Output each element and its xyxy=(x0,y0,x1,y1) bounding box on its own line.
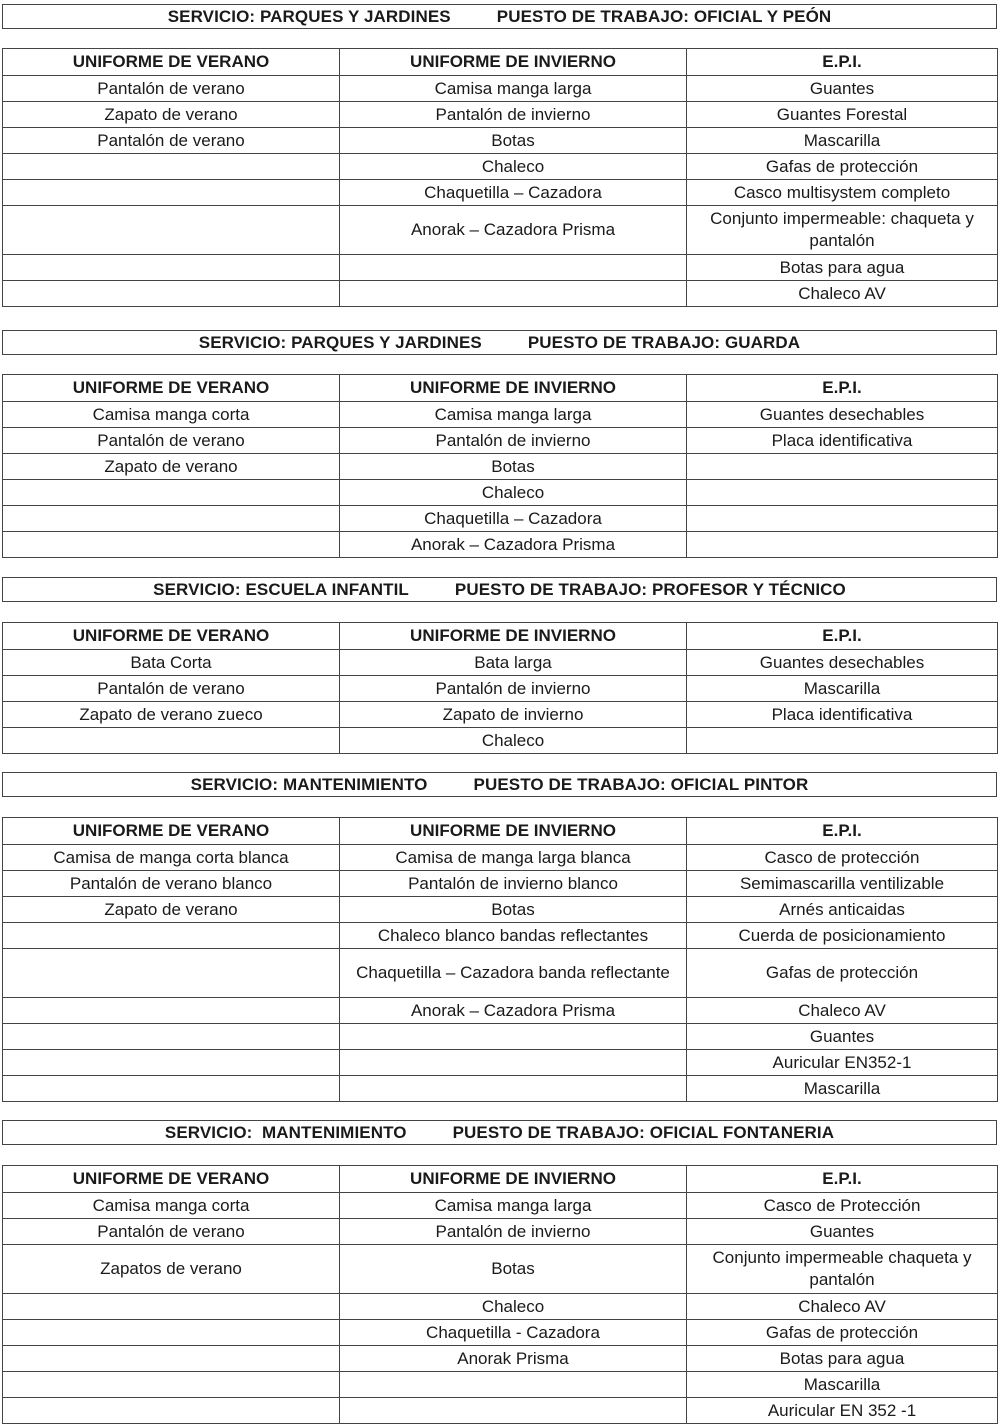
summer-cell xyxy=(3,949,340,998)
winter-cell: Botas xyxy=(340,128,687,154)
epi-cell: Casco multisystem completo xyxy=(687,180,998,206)
summer-cell xyxy=(3,1024,340,1050)
epi-cell xyxy=(687,532,998,558)
summer-cell: Zapato de verano xyxy=(3,897,340,923)
header-row xyxy=(3,818,998,845)
summer-cell xyxy=(3,1398,340,1424)
col-summer-header: UNIFORME DE VERANO xyxy=(3,49,340,76)
winter-cell xyxy=(340,1024,687,1050)
uniform-table xyxy=(2,374,998,558)
winter-cell: Chaleco xyxy=(340,480,687,506)
summer-cell: Zapato de verano xyxy=(3,454,340,480)
section-mantenimiento-fontaneria xyxy=(2,1120,997,1420)
table-row xyxy=(3,206,998,255)
epi-cell xyxy=(687,506,998,532)
winter-cell: Chaleco xyxy=(340,1294,687,1320)
summer-cell xyxy=(3,1076,340,1102)
winter-cell: Camisa manga larga xyxy=(340,1193,687,1219)
winter-cell: Pantalón de invierno blanco xyxy=(340,871,687,897)
summer-cell xyxy=(3,1050,340,1076)
uniform-table xyxy=(2,1165,998,1424)
post-name: PUESTO DE TRABAJO: PROFESOR Y TÉCNICO xyxy=(454,579,846,599)
col-summer-header: UNIFORME DE VERANO xyxy=(3,623,340,650)
summer-cell xyxy=(3,1294,340,1320)
winter-cell: Anorak Prisma xyxy=(340,1346,687,1372)
summer-cell xyxy=(3,180,340,206)
table-row xyxy=(3,255,998,281)
summer-cell xyxy=(3,206,340,255)
service-name: SERVICIO: PARQUES Y JARDINES xyxy=(167,6,451,26)
summer-cell: Pantalón de verano xyxy=(3,76,340,102)
epi-cell: Guantes xyxy=(687,1024,998,1050)
epi-cell: Chaleco AV xyxy=(687,281,998,307)
table-row xyxy=(3,1320,998,1346)
winter-cell: Botas xyxy=(340,897,687,923)
header-row xyxy=(3,1166,998,1193)
summer-cell: Zapato de verano zueco xyxy=(3,702,340,728)
service-header xyxy=(2,4,997,29)
table-row xyxy=(3,480,998,506)
summer-cell: Pantalón de verano xyxy=(3,128,340,154)
epi-cell xyxy=(687,728,998,754)
epi-cell: Gafas de protección xyxy=(687,1320,998,1346)
winter-cell: Camisa manga larga xyxy=(340,76,687,102)
winter-cell: Pantalón de invierno xyxy=(340,676,687,702)
winter-cell: Bata larga xyxy=(340,650,687,676)
epi-cell: Guantes xyxy=(687,76,998,102)
section-escuela-infantil xyxy=(2,577,997,750)
summer-cell xyxy=(3,532,340,558)
post-name: PUESTO DE TRABAJO: OFICIAL PINTOR xyxy=(473,774,809,794)
table-row xyxy=(3,428,998,454)
winter-cell: Zapato de invierno xyxy=(340,702,687,728)
header-row xyxy=(3,623,998,650)
epi-cell: Conjunto impermeable chaqueta y pantalón xyxy=(687,1245,998,1294)
summer-cell: Pantalón de verano blanco xyxy=(3,871,340,897)
section-mantenimiento-pintor xyxy=(2,772,997,1098)
epi-cell xyxy=(687,480,998,506)
section-parques-guarda xyxy=(2,330,997,554)
col-epi-header: E.P.I. xyxy=(687,375,998,402)
summer-cell: Zapatos de verano xyxy=(3,1245,340,1294)
summer-cell: Zapato de verano xyxy=(3,102,340,128)
winter-cell: Pantalón de invierno xyxy=(340,428,687,454)
uniform-table xyxy=(2,48,998,307)
winter-cell: Chaquetilla – Cazadora xyxy=(340,506,687,532)
table-row xyxy=(3,76,998,102)
epi-cell: Semimascarilla ventilizable xyxy=(687,871,998,897)
epi-cell: Casco de protección xyxy=(687,845,998,871)
col-winter-header: UNIFORME DE INVIERNO xyxy=(340,818,687,845)
table-row xyxy=(3,1294,998,1320)
winter-cell: Chaquetilla – Cazadora banda reflectante xyxy=(340,949,687,998)
winter-cell xyxy=(340,281,687,307)
winter-cell xyxy=(340,1372,687,1398)
summer-cell: Camisa manga corta xyxy=(3,402,340,428)
table-row xyxy=(3,949,998,998)
summer-cell xyxy=(3,506,340,532)
table-row xyxy=(3,1076,998,1102)
table-row xyxy=(3,871,998,897)
table-row xyxy=(3,1219,998,1245)
col-summer-header: UNIFORME DE VERANO xyxy=(3,818,340,845)
table-row xyxy=(3,1398,998,1424)
summer-cell xyxy=(3,1320,340,1346)
summer-cell: Pantalón de verano xyxy=(3,676,340,702)
winter-cell: Anorak – Cazadora Prisma xyxy=(340,206,687,255)
winter-cell: Botas xyxy=(340,1245,687,1294)
epi-cell: Mascarilla xyxy=(687,128,998,154)
table-row xyxy=(3,281,998,307)
epi-cell: Gafas de protección xyxy=(687,949,998,998)
table-row xyxy=(3,998,998,1024)
winter-cell: Pantalón de invierno xyxy=(340,102,687,128)
summer-cell xyxy=(3,255,340,281)
winter-cell xyxy=(340,1050,687,1076)
winter-cell xyxy=(340,255,687,281)
epi-cell: Cuerda de posicionamiento xyxy=(687,923,998,949)
epi-cell: Casco de Protección xyxy=(687,1193,998,1219)
service-name: SERVICIO: PARQUES Y JARDINES xyxy=(198,332,482,352)
summer-cell xyxy=(3,998,340,1024)
col-summer-header: UNIFORME DE VERANO xyxy=(3,1166,340,1193)
winter-cell: Chaquetilla – Cazadora xyxy=(340,180,687,206)
post-name: PUESTO DE TRABAJO: OFICIAL Y PEÓN xyxy=(496,6,832,26)
service-name: SERVICIO: MANTENIMIENTO xyxy=(190,774,428,794)
epi-cell xyxy=(687,454,998,480)
col-winter-header: UNIFORME DE INVIERNO xyxy=(340,623,687,650)
col-winter-header: UNIFORME DE INVIERNO xyxy=(340,1166,687,1193)
epi-cell: Chaleco AV xyxy=(687,998,998,1024)
table-row xyxy=(3,650,998,676)
post-name: PUESTO DE TRABAJO: OFICIAL FONTANERIA xyxy=(452,1122,835,1142)
summer-cell xyxy=(3,1346,340,1372)
epi-cell: Placa identificativa xyxy=(687,702,998,728)
service-name: SERVICIO: ESCUELA INFANTIL xyxy=(153,579,409,599)
table-row xyxy=(3,532,998,558)
table-row xyxy=(3,1024,998,1050)
epi-cell: Auricular EN 352 -1 xyxy=(687,1398,998,1424)
summer-cell xyxy=(3,1372,340,1398)
winter-cell xyxy=(340,1076,687,1102)
service-header xyxy=(2,772,997,797)
winter-cell: Chaquetilla - Cazadora xyxy=(340,1320,687,1346)
winter-cell xyxy=(340,1398,687,1424)
winter-cell: Chaleco xyxy=(340,154,687,180)
col-winter-header: UNIFORME DE INVIERNO xyxy=(340,375,687,402)
epi-cell: Mascarilla xyxy=(687,1372,998,1398)
winter-cell: Botas xyxy=(340,454,687,480)
table-row xyxy=(3,728,998,754)
section-parques-oficial xyxy=(2,4,997,303)
table-row xyxy=(3,676,998,702)
header-row xyxy=(3,49,998,76)
table-row xyxy=(3,702,998,728)
table-row xyxy=(3,180,998,206)
col-epi-header: E.P.I. xyxy=(687,623,998,650)
table-row xyxy=(3,1372,998,1398)
epi-cell: Botas para agua xyxy=(687,255,998,281)
epi-cell: Guantes Forestal xyxy=(687,102,998,128)
summer-cell: Pantalón de verano xyxy=(3,1219,340,1245)
winter-cell: Anorak – Cazadora Prisma xyxy=(340,998,687,1024)
table-row xyxy=(3,1346,998,1372)
epi-cell: Botas para agua xyxy=(687,1346,998,1372)
table-row xyxy=(3,923,998,949)
epi-cell: Guantes desechables xyxy=(687,650,998,676)
table-row xyxy=(3,845,998,871)
uniform-table xyxy=(2,622,998,754)
table-row xyxy=(3,1193,998,1219)
service-header xyxy=(2,330,997,355)
epi-cell: Auricular EN352-1 xyxy=(687,1050,998,1076)
epi-cell: Conjunto impermeable: chaqueta y pantalón xyxy=(687,206,998,255)
post-name: PUESTO DE TRABAJO: GUARDA xyxy=(527,332,801,352)
epi-cell: Mascarilla xyxy=(687,676,998,702)
table-row xyxy=(3,506,998,532)
table-row xyxy=(3,128,998,154)
epi-cell: Placa identificativa xyxy=(687,428,998,454)
epi-cell: Arnés anticaidas xyxy=(687,897,998,923)
summer-cell: Bata Corta xyxy=(3,650,340,676)
table-row xyxy=(3,154,998,180)
table-row xyxy=(3,1050,998,1076)
summer-cell: Camisa de manga corta blanca xyxy=(3,845,340,871)
service-header xyxy=(2,1120,997,1145)
header-row xyxy=(3,375,998,402)
service-name: SERVICIO: MANTENIMIENTO xyxy=(164,1122,407,1142)
winter-cell: Camisa manga larga xyxy=(340,402,687,428)
col-epi-header: E.P.I. xyxy=(687,818,998,845)
winter-cell: Camisa de manga larga blanca xyxy=(340,845,687,871)
epi-cell: Gafas de protección xyxy=(687,154,998,180)
summer-cell: Camisa manga corta xyxy=(3,1193,340,1219)
winter-cell: Chaleco blanco bandas reflectantes xyxy=(340,923,687,949)
col-epi-header: E.P.I. xyxy=(687,49,998,76)
epi-cell: Mascarilla xyxy=(687,1076,998,1102)
winter-cell: Pantalón de invierno xyxy=(340,1219,687,1245)
table-row xyxy=(3,402,998,428)
summer-cell xyxy=(3,923,340,949)
summer-cell xyxy=(3,728,340,754)
uniform-table xyxy=(2,817,998,1102)
col-epi-header: E.P.I. xyxy=(687,1166,998,1193)
table-row xyxy=(3,1245,998,1294)
summer-cell xyxy=(3,154,340,180)
col-winter-header: UNIFORME DE INVIERNO xyxy=(340,49,687,76)
winter-cell: Chaleco xyxy=(340,728,687,754)
winter-cell: Anorak – Cazadora Prisma xyxy=(340,532,687,558)
epi-cell: Chaleco AV xyxy=(687,1294,998,1320)
table-row xyxy=(3,454,998,480)
summer-cell xyxy=(3,480,340,506)
summer-cell xyxy=(3,281,340,307)
table-row xyxy=(3,897,998,923)
epi-cell: Guantes xyxy=(687,1219,998,1245)
service-header xyxy=(2,577,997,602)
epi-cell: Guantes desechables xyxy=(687,402,998,428)
summer-cell: Pantalón de verano xyxy=(3,428,340,454)
table-row xyxy=(3,102,998,128)
col-summer-header: UNIFORME DE VERANO xyxy=(3,375,340,402)
